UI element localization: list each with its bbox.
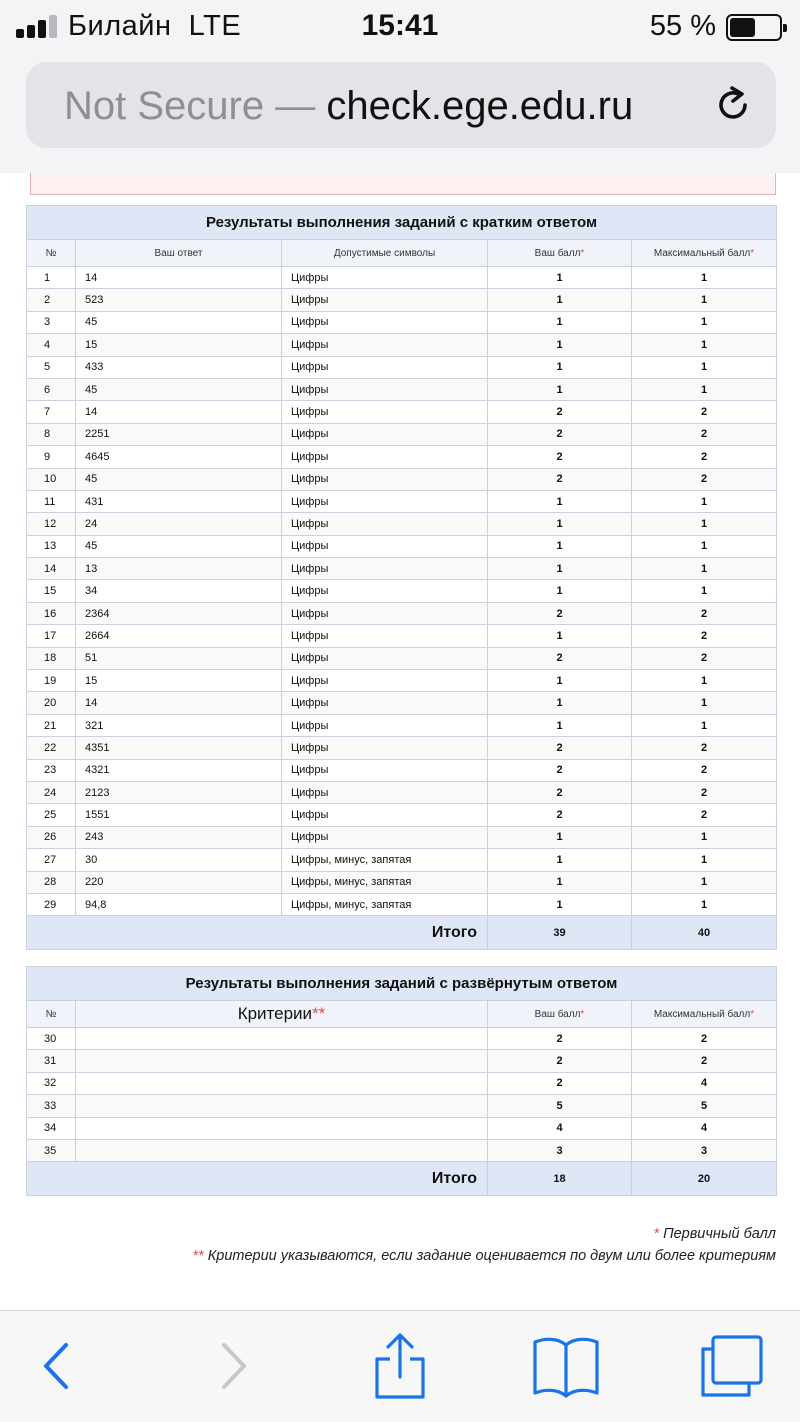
max-score-cell: 4: [632, 1072, 777, 1094]
criteria-cell: [76, 1050, 488, 1072]
max-score-cell: 1: [632, 558, 777, 580]
total-label: Итого: [27, 916, 488, 950]
score-cell: 1: [488, 625, 632, 647]
task-number: 14: [27, 558, 76, 580]
score-cell: 1: [488, 893, 632, 915]
short-answer-total-row: [27, 916, 777, 950]
task-number: 30: [27, 1028, 76, 1050]
answer-cell: 34: [76, 580, 282, 602]
task-number: 32: [27, 1072, 76, 1094]
total-label: Итого: [27, 1162, 488, 1196]
allowed-symbols-cell: Цифры: [282, 289, 488, 311]
task-number: 6: [27, 378, 76, 400]
score-cell: 2: [488, 781, 632, 803]
score-cell: 2: [488, 446, 632, 468]
table-row: [27, 871, 777, 893]
max-score-cell: 5: [632, 1095, 777, 1117]
task-number: 35: [27, 1139, 76, 1161]
score-cell: 1: [488, 826, 632, 848]
task-number: 10: [27, 468, 76, 490]
address-bar[interactable]: [26, 62, 776, 148]
score-cell: 2: [488, 737, 632, 759]
criteria-cell: [76, 1028, 488, 1050]
task-number: 16: [27, 602, 76, 624]
page-content: [0, 173, 800, 1310]
tabs-icon[interactable]: [697, 1331, 767, 1401]
answer-cell: 24: [76, 513, 282, 535]
allowed-symbols-cell: Цифры: [282, 692, 488, 714]
allowed-symbols-cell: Цифры: [282, 714, 488, 736]
answer-cell: 2123: [76, 781, 282, 803]
answer-cell: 14: [76, 401, 282, 423]
allowed-symbols-cell: Цифры, минус, запятая: [282, 893, 488, 915]
answer-cell: 220: [76, 871, 282, 893]
column-header-max-score: Максимальный балл*: [632, 1001, 777, 1028]
table-row: [27, 490, 777, 512]
table-row: [27, 1117, 777, 1139]
footnotes: [192, 1223, 776, 1267]
table-row: [27, 1028, 777, 1050]
task-number: 25: [27, 804, 76, 826]
task-number: 21: [27, 714, 76, 736]
url-host: check.ege.edu.ru: [326, 84, 634, 128]
score-cell: 2: [488, 401, 632, 423]
score-cell: 2: [488, 1028, 632, 1050]
answer-cell: 45: [76, 468, 282, 490]
column-header-max-score: Максимальный балл*: [632, 240, 777, 267]
max-score-cell: 2: [632, 446, 777, 468]
allowed-symbols-cell: Цифры: [282, 401, 488, 423]
score-cell: 3: [488, 1139, 632, 1161]
task-number: 18: [27, 647, 76, 669]
column-header-number: №: [27, 1001, 76, 1028]
table-row: [27, 647, 777, 669]
table-row: [27, 535, 777, 557]
allowed-symbols-cell: Цифры: [282, 670, 488, 692]
address-text[interactable]: [64, 84, 633, 129]
allowed-symbols-cell: Цифры: [282, 804, 488, 826]
allowed-symbols-cell: Цифры, минус, запятая: [282, 849, 488, 871]
answer-cell: 45: [76, 378, 282, 400]
table-row: [27, 1139, 777, 1161]
table-row: [27, 759, 777, 781]
score-cell: 1: [488, 670, 632, 692]
table-row: [27, 558, 777, 580]
max-score-cell: 2: [632, 647, 777, 669]
score-cell: 1: [488, 580, 632, 602]
table-row: [27, 893, 777, 915]
table-row: [27, 826, 777, 848]
allowed-symbols-cell: Цифры: [282, 334, 488, 356]
allowed-symbols-cell: Цифры: [282, 535, 488, 557]
allowed-symbols-cell: Цифры: [282, 490, 488, 512]
table-row: [27, 289, 777, 311]
score-cell: 1: [488, 513, 632, 535]
task-number: 15: [27, 580, 76, 602]
table-row: [27, 625, 777, 647]
footnote-criteria: ** Критерии указываются, если задание оценивается по двум или более критериям: [192, 1248, 776, 1264]
allowed-symbols-cell: Цифры: [282, 311, 488, 333]
max-score-cell: 2: [632, 1028, 777, 1050]
max-score-cell: 1: [632, 692, 777, 714]
allowed-symbols-cell: Цифры: [282, 647, 488, 669]
allowed-symbols-cell: Цифры: [282, 423, 488, 445]
task-number: 34: [27, 1117, 76, 1139]
task-number: 20: [27, 692, 76, 714]
criteria-cell: [76, 1095, 488, 1117]
clock: 15:41: [361, 9, 439, 42]
max-score-cell: 1: [632, 580, 777, 602]
score-cell: 2: [488, 468, 632, 490]
table-row: [27, 804, 777, 826]
criteria-cell: [76, 1139, 488, 1161]
score-cell: 1: [488, 334, 632, 356]
task-number: 31: [27, 1050, 76, 1072]
max-score-cell: 1: [632, 334, 777, 356]
browser-toolbar: [0, 1310, 800, 1422]
not-secure-label: Not Secure —: [64, 84, 316, 128]
max-score-cell: 2: [632, 401, 777, 423]
max-score-cell: 2: [632, 781, 777, 803]
criteria-cell: [76, 1072, 488, 1094]
allowed-symbols-cell: Цифры: [282, 513, 488, 535]
max-score-cell: 1: [632, 311, 777, 333]
answer-cell: 1551: [76, 804, 282, 826]
table-row: [27, 311, 777, 333]
allowed-symbols-cell: Цифры: [282, 781, 488, 803]
max-score-cell: 1: [632, 871, 777, 893]
score-cell: 1: [488, 714, 632, 736]
score-cell: 2: [488, 759, 632, 781]
task-number: 24: [27, 781, 76, 803]
max-score-cell: 1: [632, 289, 777, 311]
criteria-cell: [76, 1117, 488, 1139]
table-row: [27, 1072, 777, 1094]
column-header-answer: Ваш ответ: [76, 240, 282, 267]
notice-strip: [30, 173, 776, 195]
total-score: 18: [488, 1162, 632, 1196]
status-bar: [0, 0, 800, 55]
total-max-score: 40: [632, 916, 777, 950]
task-number: 12: [27, 513, 76, 535]
answer-cell: 51: [76, 647, 282, 669]
forward-chevron-icon: [196, 1331, 266, 1401]
extended-answer-table-title: Результаты выполнения заданий с развёрнутым ответом: [27, 967, 777, 1001]
max-score-cell: 1: [632, 356, 777, 378]
max-score-cell: 2: [632, 625, 777, 647]
max-score-cell: 4: [632, 1117, 777, 1139]
column-header-criteria: Критерии**: [76, 1001, 488, 1028]
battery-icon: [726, 14, 782, 41]
score-cell: 1: [488, 849, 632, 871]
task-number: 1: [27, 267, 76, 289]
task-number: 4: [27, 334, 76, 356]
table-row: [27, 468, 777, 490]
table-row: [27, 1095, 777, 1117]
score-cell: 1: [488, 267, 632, 289]
table-row: [27, 737, 777, 759]
max-score-cell: 2: [632, 1050, 777, 1072]
max-score-cell: 2: [632, 468, 777, 490]
allowed-symbols-cell: Цифры: [282, 267, 488, 289]
answer-cell: 2251: [76, 423, 282, 445]
extended-answer-total-row: [27, 1162, 777, 1196]
task-number: 2: [27, 289, 76, 311]
answer-cell: 13: [76, 558, 282, 580]
max-score-cell: 2: [632, 804, 777, 826]
task-number: 13: [27, 535, 76, 557]
table-row: [27, 401, 777, 423]
task-number: 9: [27, 446, 76, 468]
allowed-symbols-cell: Цифры: [282, 378, 488, 400]
allowed-symbols-cell: Цифры: [282, 446, 488, 468]
score-cell: 4: [488, 1117, 632, 1139]
allowed-symbols-cell: Цифры: [282, 356, 488, 378]
reload-icon[interactable]: [712, 84, 754, 126]
task-number: 22: [27, 737, 76, 759]
allowed-symbols-cell: Цифры: [282, 602, 488, 624]
score-cell: 1: [488, 535, 632, 557]
max-score-cell: 2: [632, 423, 777, 445]
column-header-symbols: Допустимые символы: [282, 240, 488, 267]
answer-cell: 523: [76, 289, 282, 311]
answer-cell: 14: [76, 692, 282, 714]
column-header-score: Ваш балл*: [488, 240, 632, 267]
back-chevron-icon[interactable]: [24, 1331, 94, 1401]
allowed-symbols-cell: Цифры: [282, 625, 488, 647]
table-row: [27, 602, 777, 624]
short-answer-results-table: [26, 205, 777, 950]
answer-cell: 15: [76, 334, 282, 356]
answer-cell: 243: [76, 826, 282, 848]
answer-cell: 4321: [76, 759, 282, 781]
score-cell: 1: [488, 378, 632, 400]
max-score-cell: 1: [632, 490, 777, 512]
table-row: [27, 692, 777, 714]
table-row: [27, 849, 777, 871]
max-score-cell: 1: [632, 826, 777, 848]
answer-cell: 433: [76, 356, 282, 378]
answer-cell: 321: [76, 714, 282, 736]
table-row: [27, 446, 777, 468]
score-cell: 1: [488, 692, 632, 714]
table-row: [27, 513, 777, 535]
allowed-symbols-cell: Цифры: [282, 580, 488, 602]
allowed-symbols-cell: Цифры: [282, 826, 488, 848]
task-number: 28: [27, 871, 76, 893]
score-cell: 2: [488, 804, 632, 826]
footnote-primary-score: * Первичный балл: [653, 1226, 776, 1242]
max-score-cell: 2: [632, 759, 777, 781]
task-number: 27: [27, 849, 76, 871]
score-cell: 2: [488, 1050, 632, 1072]
task-number: 7: [27, 401, 76, 423]
battery-percent: 55 %: [649, 10, 716, 42]
score-cell: 1: [488, 490, 632, 512]
task-number: 3: [27, 311, 76, 333]
table-row: [27, 334, 777, 356]
max-score-cell: 2: [632, 737, 777, 759]
task-number: 26: [27, 826, 76, 848]
task-number: 17: [27, 625, 76, 647]
total-max-score: 20: [632, 1162, 777, 1196]
answer-cell: 4645: [76, 446, 282, 468]
score-cell: 1: [488, 558, 632, 580]
score-cell: 2: [488, 647, 632, 669]
table-row: [27, 356, 777, 378]
total-score: 39: [488, 916, 632, 950]
task-number: 8: [27, 423, 76, 445]
max-score-cell: 1: [632, 378, 777, 400]
score-cell: 1: [488, 289, 632, 311]
max-score-cell: 1: [632, 535, 777, 557]
max-score-cell: 1: [632, 267, 777, 289]
share-icon[interactable]: [365, 1331, 435, 1401]
task-number: 29: [27, 893, 76, 915]
table-row: [27, 378, 777, 400]
answer-cell: 431: [76, 490, 282, 512]
column-header-number: №: [27, 240, 76, 267]
answer-cell: 14: [76, 267, 282, 289]
table-row: [27, 670, 777, 692]
column-header-score: Ваш балл*: [488, 1001, 632, 1028]
answer-cell: 2364: [76, 602, 282, 624]
short-answer-table-title: Результаты выполнения заданий с кратким ответом: [27, 206, 777, 240]
allowed-symbols-cell: Цифры, минус, запятая: [282, 871, 488, 893]
score-cell: 2: [488, 423, 632, 445]
allowed-symbols-cell: Цифры: [282, 737, 488, 759]
table-row: [27, 714, 777, 736]
score-cell: 5: [488, 1095, 632, 1117]
table-row: [27, 781, 777, 803]
table-row: [27, 267, 777, 289]
task-number: 5: [27, 356, 76, 378]
task-number: 33: [27, 1095, 76, 1117]
answer-cell: 45: [76, 535, 282, 557]
score-cell: 1: [488, 311, 632, 333]
task-number: 19: [27, 670, 76, 692]
table-row: [27, 580, 777, 602]
answer-cell: 45: [76, 311, 282, 333]
max-score-cell: 2: [632, 602, 777, 624]
score-cell: 2: [488, 1072, 632, 1094]
table-row: [27, 1050, 777, 1072]
answer-cell: 15: [76, 670, 282, 692]
allowed-symbols-cell: Цифры: [282, 759, 488, 781]
extended-answer-results-table: [26, 966, 777, 1196]
task-number: 23: [27, 759, 76, 781]
max-score-cell: 1: [632, 714, 777, 736]
task-number: 11: [27, 490, 76, 512]
carrier-label: Билайн LTE: [68, 10, 242, 42]
score-cell: 1: [488, 356, 632, 378]
browser-address-area: [0, 55, 800, 173]
answer-cell: 30: [76, 849, 282, 871]
max-score-cell: 1: [632, 670, 777, 692]
answer-cell: 4351: [76, 737, 282, 759]
max-score-cell: 3: [632, 1139, 777, 1161]
max-score-cell: 1: [632, 893, 777, 915]
table-row: [27, 423, 777, 445]
score-cell: 1: [488, 871, 632, 893]
bookmarks-icon[interactable]: [531, 1331, 601, 1401]
max-score-cell: 1: [632, 513, 777, 535]
max-score-cell: 1: [632, 849, 777, 871]
score-cell: 2: [488, 602, 632, 624]
network-type: LTE: [188, 10, 242, 42]
answer-cell: 2664: [76, 625, 282, 647]
answer-cell: 94,8: [76, 893, 282, 915]
allowed-symbols-cell: Цифры: [282, 558, 488, 580]
allowed-symbols-cell: Цифры: [282, 468, 488, 490]
